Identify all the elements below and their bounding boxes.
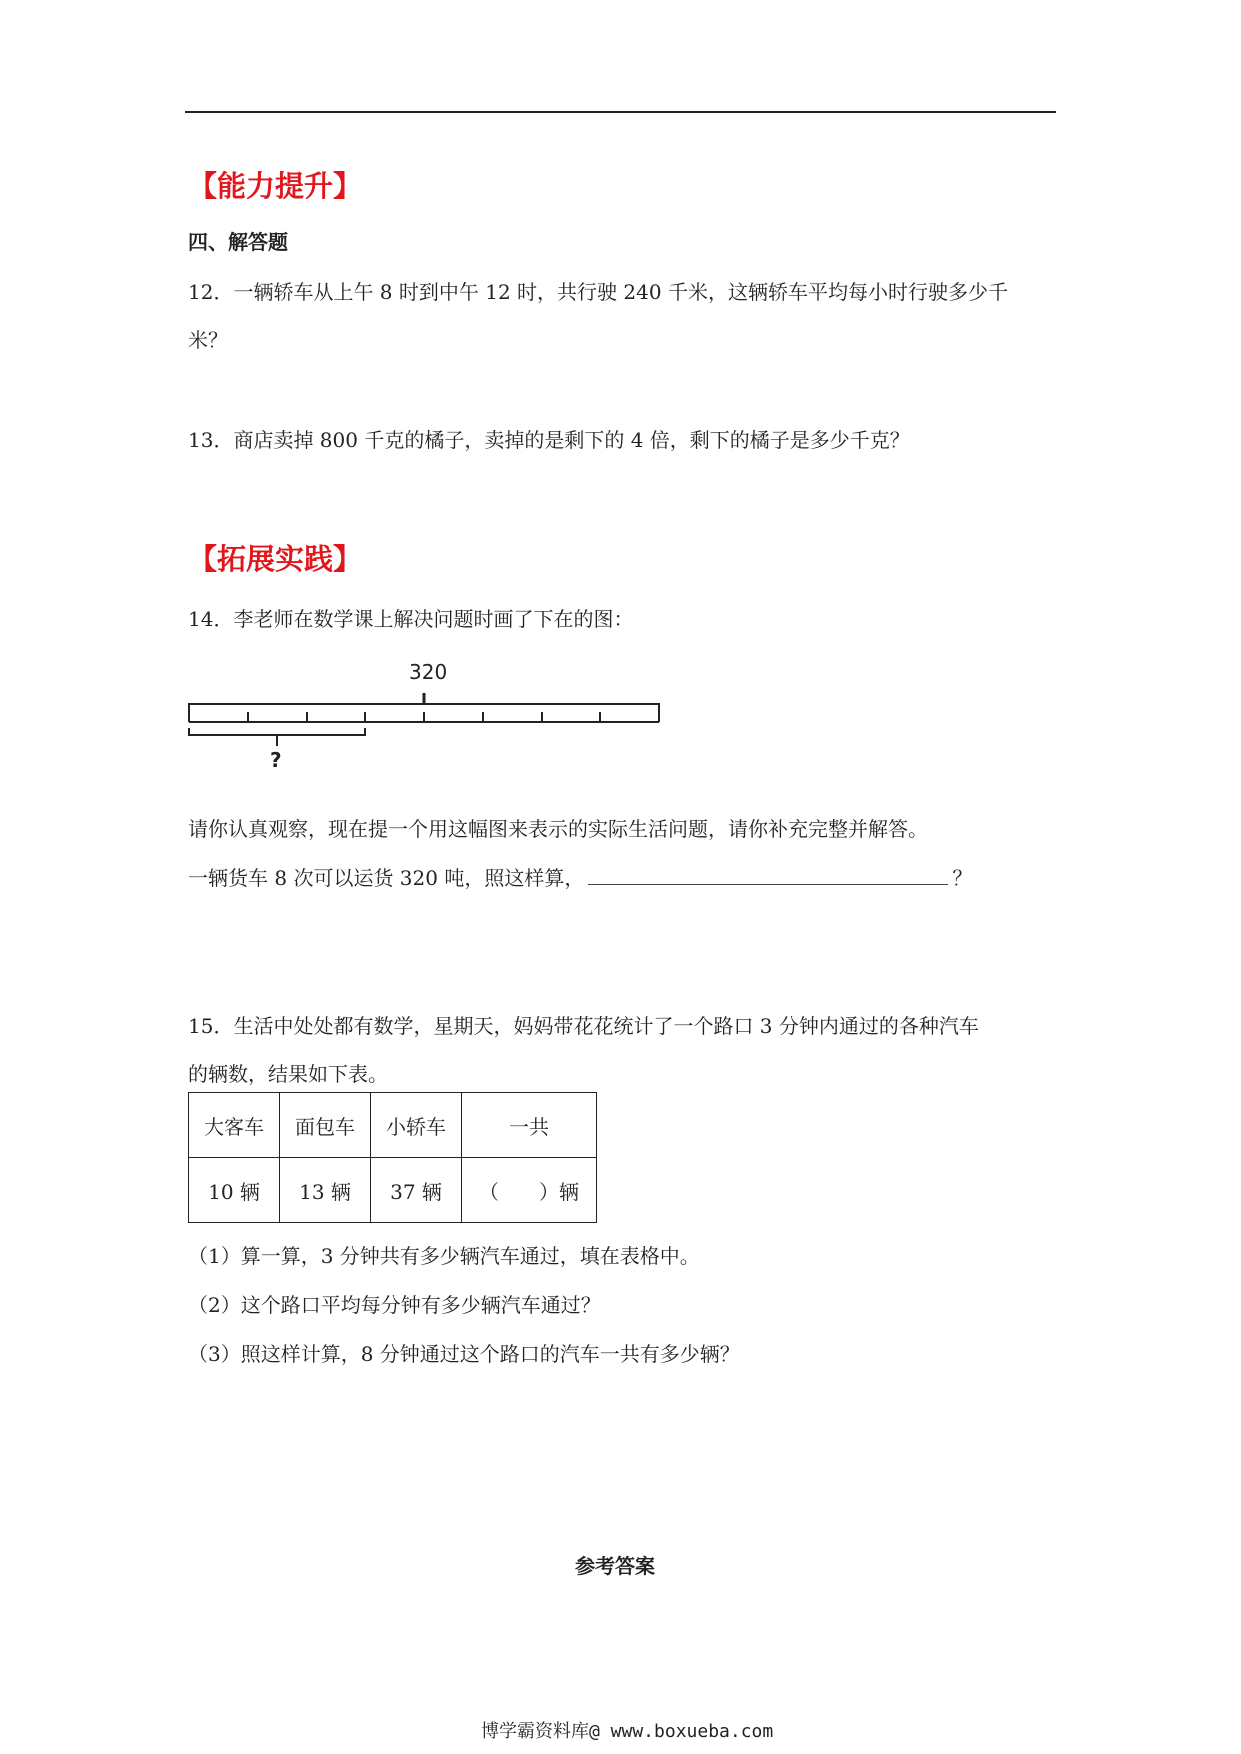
section-ability-title: 【能力提升】 [188,169,363,203]
bottom-bracket [189,728,365,735]
table-cell-total[interactable]: （ ）辆 [462,1158,597,1223]
q14-problem-prefix: 一辆货车 8 次可以运货 320 吨，照这样算， [188,866,585,890]
part4-heading: 四、解答题 [188,230,288,254]
top-bracket [189,704,659,710]
q15-sub1: （1）算一算，3 分钟共有多少辆汽车通过，填在表格中。 [188,1244,700,1268]
section-practice-title: 【拓展实践】 [188,542,363,576]
answer-title: 参考答案 [575,1554,655,1578]
q12-line2: 米？ [188,328,228,352]
table-cell: 10 辆 [189,1158,280,1223]
table-cell: 37 辆 [371,1158,462,1223]
q15-line2: 的辆数，结果如下表。 [188,1062,388,1086]
table-header-cell: 面包车 [280,1093,371,1158]
q13-text: 13．商店卖掉 800 千克的橘子，卖掉的是剩下的 4 倍，剩下的橘子是多少千克？ [188,428,910,452]
diagram-bottom-label: ? [270,748,282,772]
q15-line1: 15．生活中处处都有数学，星期天，妈妈带花花统计了一个路口 3 分钟内通过的各种汽车 [188,1014,979,1038]
q12-line1: 12．一辆轿车从上午 8 时到中午 12 时，共行驶 240 千米，这辆轿车平均每小时行驶多少千 [188,280,1008,304]
q14-intro: 14．李老师在数学课上解决问题时画了下在的图： [188,607,634,631]
table-header-cell: 小轿车 [371,1093,462,1158]
q15-sub2: （2）这个路口平均每分钟有多少辆汽车通过？ [188,1293,601,1317]
table-header-cell: 大客车 [189,1093,280,1158]
answer-blank[interactable] [588,864,948,885]
table-header-cell: 一共 [462,1093,597,1158]
q14-problem-suffix: ？ [952,866,973,890]
cars-table [188,1092,597,1223]
q14-problem [188,862,972,891]
footer-watermark: 博学霸资料库@ www.boxueba.com [481,1721,774,1742]
table-cell: 13 辆 [280,1158,371,1223]
top-rule [185,111,1056,113]
q15-sub3: （3）照这样计算，8 分钟通过这个路口的汽车一共有多少辆？ [188,1342,740,1366]
segment-diagram [180,690,670,760]
table-row [189,1158,597,1223]
diagram-top-label: 320 [409,660,448,684]
q14-instruction: 请你认真观察，现在提一个用这幅图来表示的实际生活问题，请你补充完整并解答。 [188,817,928,841]
segment-ticks [189,710,659,722]
table-header-row [189,1093,597,1158]
